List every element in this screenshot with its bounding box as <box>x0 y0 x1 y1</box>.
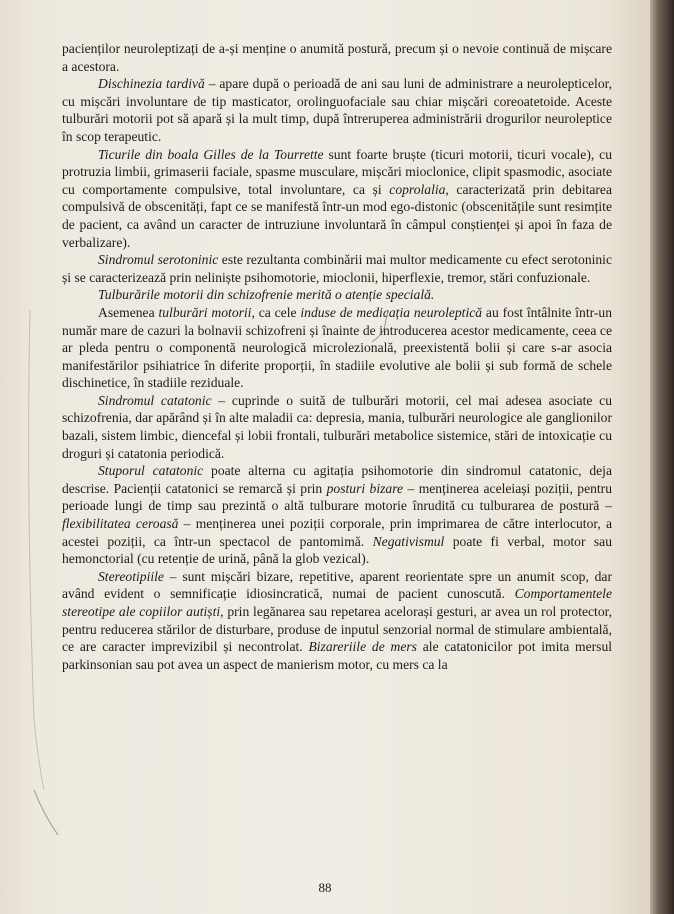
italic-term: Tulburările motorii din schizofrenie merită o atenție specială. <box>98 287 435 303</box>
book-spine-edge <box>650 0 674 914</box>
paragraph <box>62 568 612 674</box>
italic-term: posturi bizare <box>326 480 404 496</box>
paragraph <box>62 40 612 75</box>
italic-term: Dischinezia tardivă <box>98 76 205 92</box>
italic-term: Negativismul <box>372 533 445 549</box>
italic-term: Ticurile din boala Gilles de la Tourrette <box>98 146 324 162</box>
text-run: sunt foarte bruște (ticuri motorii, ticuri vocale), cu protruzia limbii, grimaserii faciale, spasme musculare, mișcări mioclonice, clipit spasmodic, asociate cu comportamente compulsive, total involuntare, ca și <box>62 146 612 197</box>
paragraph <box>62 251 612 286</box>
paragraph <box>62 75 612 145</box>
text-run: au fost întâlnite într-un număr mare de cazuri la bolnavii schizofreni și înainte de introducerea acestor medicamente, ceea ce ar pleda pentru o componentă neurologică microlezională, preexistentă bolii și care s-ar asocia manifestărilor psihiatrice în diferite proporții, în stadiile evolutive ale bolii și sub formă de schele dischinetice, în stadiile reziduale. <box>62 304 612 391</box>
text-run: ca cele <box>254 304 301 320</box>
italic-term: flexibilitatea ceroasă <box>62 516 179 532</box>
italic-term: Stereotipiile <box>98 568 164 584</box>
text-run: Asemenea <box>98 304 159 320</box>
text-run: ale catatonicilor pot imita mersul parkinsonian sau pot avea un aspect de manierism motor, cu mers ca la <box>62 639 613 672</box>
italic-term: Sindromul serotoninic <box>98 252 219 268</box>
text-run: – apare după o perioadă de ani sau luni de administrare a neurolepticelor, cu mișcări involuntare de tip masticator, orolinguofaciale sau chiar mișcări coreoatetoide. Aceste tulburări motorii pot să apară și la mult timp, după întreruperea administrării drogurilor neuroleptice în scop terapeutic. <box>62 76 612 144</box>
page-number: 88 <box>318 880 332 895</box>
paragraph <box>62 286 612 304</box>
text-run: – menținerea aceleiași poziții, pentru perioade lungi de timp sau prezintă o altă tulburare motorie înrudită cu tulburarea de postură – <box>62 480 612 514</box>
italic-term: Sindromul catatonic <box>98 392 212 408</box>
italic-term: coprolalia, <box>389 181 449 197</box>
paragraph <box>62 146 612 252</box>
text-run: prin legănarea sau repetarea acelorași gesturi, ar avea un rol protector, pentru reducerea stărilor de disturbare, produse de inputul senzorial normal de stimulare ambientală, ce are caracter imprevizibil și necontrolat. <box>62 604 612 655</box>
text-run: poate alterna cu agitația psihomotorie din sindromul catatonic, deja descrise. Pacienții catatonici se remarcă și prin <box>62 463 612 496</box>
paragraph <box>62 392 612 462</box>
text-run: – sunt mișcări bizare, repetitive, aparent reorientate spre un anumit scop, dar având evident o semnificație idiosincratică, numai de pacient cunoscută. <box>62 568 612 602</box>
paragraph <box>62 462 612 568</box>
text-run: – cuprinde o suită de tulburări motorii, cel mai adesea asociate cu schizofrenia, dar apărând și în alte maladii ca: depresia, mania, tulburări neurologice ale ganglionilor bazali, sistem limbic, diencefal și lobii frontali, tulburări metabolice sistemice, stări de intoxicație cu droguri și catatonia periodică. <box>62 392 612 461</box>
text-run: caracterizată prin debitarea compulsivă de obscenități, fapt ce se manifestă într-un mod ego-distonic (obscenitățile sunt resimțite de pacient, ca având un caracter de intruziune involuntară în câmpul conștienței și apoi în faza de verbalizare). <box>62 181 612 250</box>
text-run: este rezultanta combinării mai multor medicamente cu efect serotoninic și se caracterizează prin neliniște psihomotorie, mioclonii, hiperflexie, tremor, stări confuzionale. <box>62 252 612 285</box>
italic-term: Comportamentele stereotipe ale copiilor autiști, <box>62 586 612 619</box>
text-run: pacienților neuroleptizați de a-și menține o anumită postură, precum și o nevoie continuă de mișcare a acestora. <box>62 41 612 74</box>
paragraph <box>62 304 612 392</box>
italic-term: tulburări motorii, <box>158 304 255 320</box>
italic-term: induse de medicația neuroleptică <box>300 304 483 320</box>
italic-term: Stuporul catatonic <box>98 463 204 479</box>
text-run: – menținerea unei poziții corporale, prin imprimarea de către interlocutor, a acestei poziții, ca într-un spectacol de pantomimă. <box>62 516 612 549</box>
italic-term: Bizareriile de mers <box>308 639 417 655</box>
page-body-text <box>62 40 612 673</box>
text-run: poate fi verbal, motor sau hemonctorial (cu retenție de urină, până la glob vezical). <box>62 533 612 567</box>
